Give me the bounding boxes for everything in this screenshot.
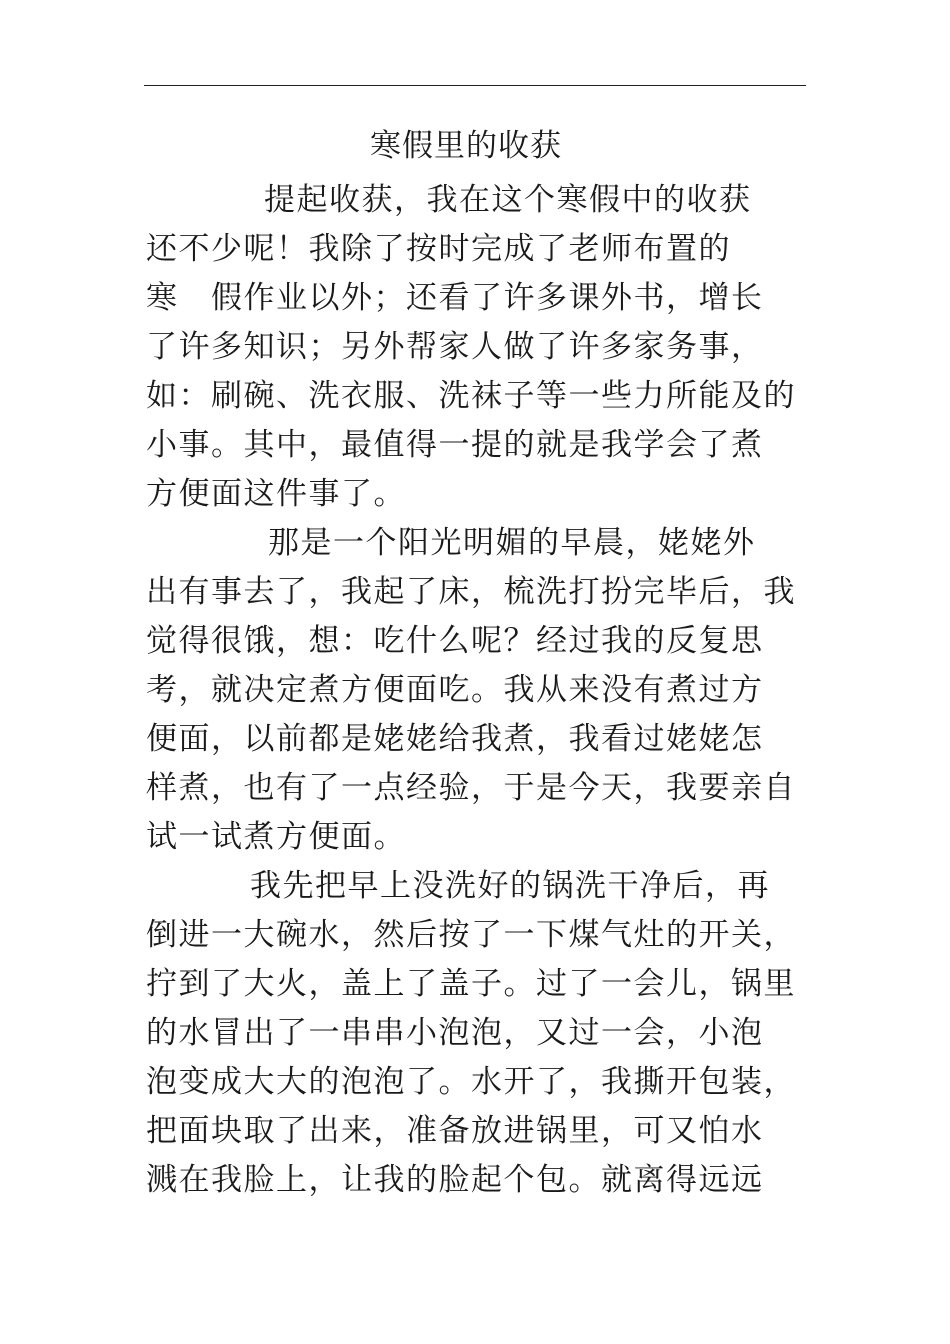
text-line: 提起收获，我在这个寒假中的收获 (264, 182, 752, 218)
text-line: 还不少呢！我除了按时完成了老师布置的 (146, 231, 731, 267)
text-line: 考，就决定煮方便面吃。我从来没有煮过方 (146, 672, 764, 708)
text-line: 了许多知识；另外帮家人做了许多家务事， (146, 329, 764, 365)
text-line: 拧到了大火，盖上了盖子。过了一会儿，锅里 (146, 966, 796, 1002)
text-line: 倒进一大碗水，然后按了一下煤气灶的开关， (146, 917, 796, 953)
text-line: 的水冒出了一串串小泡泡，又过一会，小泡 (146, 1015, 764, 1051)
text-line: 泡变成大大的泡泡了。水开了，我撕开包装， (146, 1064, 796, 1100)
text-line: 试一试煮方便面。 (146, 819, 406, 855)
header-rule (144, 85, 806, 86)
text-line: 把面块取了出来，准备放进锅里，可又怕水 (146, 1113, 764, 1149)
text-line: 出有事去了，我起了床，梳洗打扮完毕后，我 (146, 574, 796, 610)
text-line: 样煮，也有了一点经验，于是今天，我要亲自 (146, 770, 796, 806)
text-line: 方便面这件事了。 (146, 476, 406, 512)
text-line: 溅在我脸上，让我的脸起个包。就离得远远 (146, 1162, 764, 1198)
essay-body (146, 176, 826, 1205)
text-line: 那是一个阳光明媚的早晨，姥姥外 (268, 525, 756, 561)
page-title: 寒假里的收获 (370, 128, 562, 164)
text-line: 如：刷碗、洗衣服、洗袜子等一些力所能及的 (146, 378, 796, 414)
text-line: 小事。其中，最值得一提的就是我学会了煮 (146, 427, 764, 463)
text-line: 觉得很饿，想：吃什么呢？经过我的反复思 (146, 623, 764, 659)
text-line: 寒 假作业以外；还看了许多课外书，增长 (146, 280, 764, 316)
text-line: 我先把早上没洗好的锅洗干净后，再 (250, 868, 770, 904)
text-line: 便面，以前都是姥姥给我煮，我看过姥姥怎 (146, 721, 764, 757)
